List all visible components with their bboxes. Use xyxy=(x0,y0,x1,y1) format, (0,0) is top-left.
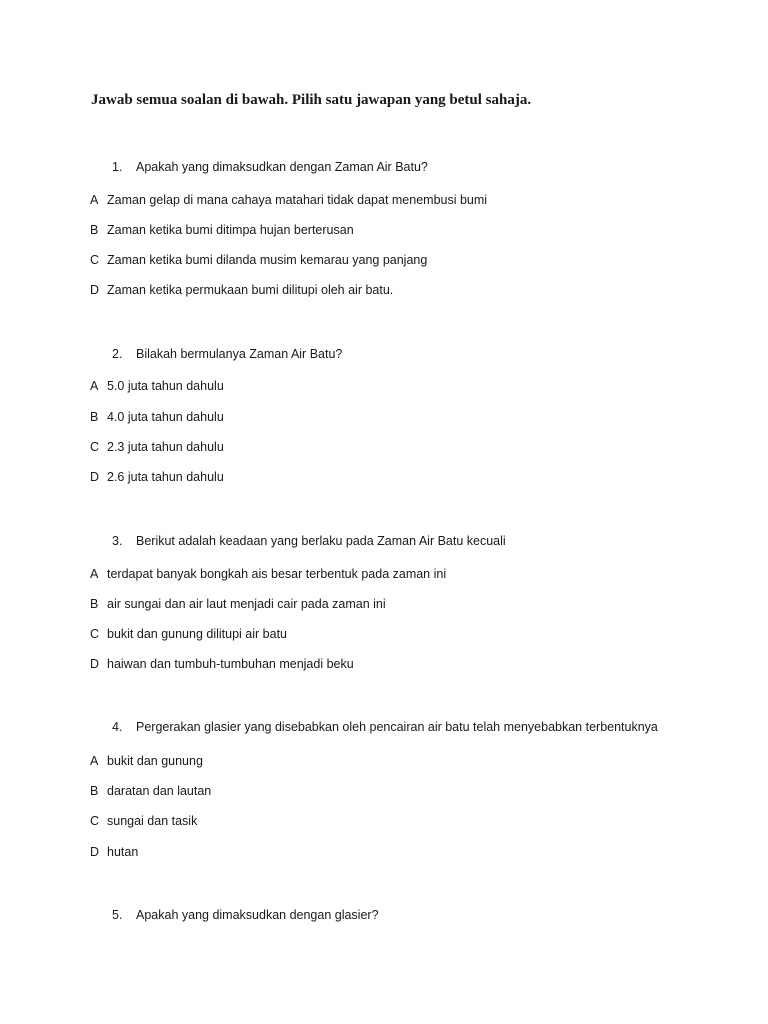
question-4-option-a xyxy=(90,754,203,768)
option-text: Zaman ketika bumi dilanda musim kemarau yang panjang xyxy=(107,253,428,267)
question-text: Pergerakan glasier yang disebabkan oleh pencairan air batu telah menyebabkan terbentuknya xyxy=(136,720,658,734)
question-number: 5. xyxy=(112,908,123,922)
question-1 xyxy=(112,160,428,174)
question-4-option-c xyxy=(90,814,197,828)
question-3-option-a xyxy=(90,567,446,581)
question-text: Berikut adalah keadaan yang berlaku pada Zaman Air Batu kecuali xyxy=(136,534,506,548)
option-letter: C xyxy=(90,814,100,828)
option-text: Zaman ketika permukaan bumi dilitupi oleh air batu. xyxy=(107,283,394,297)
option-text: 2.6 juta tahun dahulu xyxy=(107,470,224,484)
option-text: terdapat banyak bongkah ais besar terbentuk pada zaman ini xyxy=(107,567,447,581)
option-text: 2.3 juta tahun dahulu xyxy=(107,440,224,454)
question-3-option-d xyxy=(90,657,354,671)
option-text: sungai dan tasik xyxy=(107,814,198,828)
option-text: 5.0 juta tahun dahulu xyxy=(107,379,224,393)
option-letter: A xyxy=(90,754,99,768)
option-letter: A xyxy=(90,379,99,393)
question-2 xyxy=(112,347,342,361)
option-letter: B xyxy=(90,784,99,798)
option-letter: C xyxy=(90,627,100,641)
option-text: haiwan dan tumbuh-tumbuhan menjadi beku xyxy=(107,657,354,671)
option-text: bukit dan gunung dilitupi air batu xyxy=(107,627,287,641)
question-text: Apakah yang dimaksudkan dengan Zaman Air Batu? xyxy=(136,160,428,174)
question-5 xyxy=(112,908,379,922)
option-text: Zaman ketika bumi ditimpa hujan berterusan xyxy=(107,223,354,237)
question-4 xyxy=(112,720,658,734)
question-2-option-c xyxy=(90,440,224,454)
question-number: 1. xyxy=(112,160,123,174)
option-text: hutan xyxy=(107,845,139,859)
question-number: 3. xyxy=(112,534,123,548)
option-text: 4.0 juta tahun dahulu xyxy=(107,410,224,424)
question-3 xyxy=(112,534,506,548)
option-letter: A xyxy=(90,567,99,581)
option-text: bukit dan gunung xyxy=(107,754,203,768)
option-text: daratan dan lautan xyxy=(107,784,212,798)
option-text: Zaman gelap di mana cahaya matahari tidak dapat menembusi bumi xyxy=(107,193,488,207)
option-letter: D xyxy=(90,470,100,484)
option-letter: C xyxy=(90,440,100,454)
option-letter: B xyxy=(90,223,99,237)
question-text: Bilakah bermulanya Zaman Air Batu? xyxy=(136,347,343,361)
question-number: 2. xyxy=(112,347,123,361)
question-number: 4. xyxy=(112,720,123,734)
option-letter: A xyxy=(90,193,99,207)
option-text: air sungai dan air laut menjadi cair pada zaman ini xyxy=(107,597,386,611)
instruction-heading: Jawab semua soalan di bawah. Pilih satu jawapan yang betul sahaja. xyxy=(91,92,532,108)
option-letter: D xyxy=(90,283,100,297)
question-4-option-b xyxy=(90,784,211,798)
question-1-option-a xyxy=(90,193,487,207)
question-1-option-d xyxy=(90,283,393,297)
option-letter: B xyxy=(90,410,99,424)
question-2-option-a xyxy=(90,379,224,393)
question-3-option-c xyxy=(90,627,287,641)
question-2-option-b xyxy=(90,410,224,424)
question-3-option-b xyxy=(90,597,386,611)
question-text: Apakah yang dimaksudkan dengan glasier? xyxy=(136,908,379,922)
option-letter: B xyxy=(90,597,99,611)
option-letter: D xyxy=(90,845,100,859)
question-2-option-d xyxy=(90,470,224,484)
question-4-option-d xyxy=(90,845,138,859)
question-1-option-c xyxy=(90,253,427,267)
question-1-option-b xyxy=(90,223,354,237)
option-letter: D xyxy=(90,657,100,671)
option-letter: C xyxy=(90,253,100,267)
